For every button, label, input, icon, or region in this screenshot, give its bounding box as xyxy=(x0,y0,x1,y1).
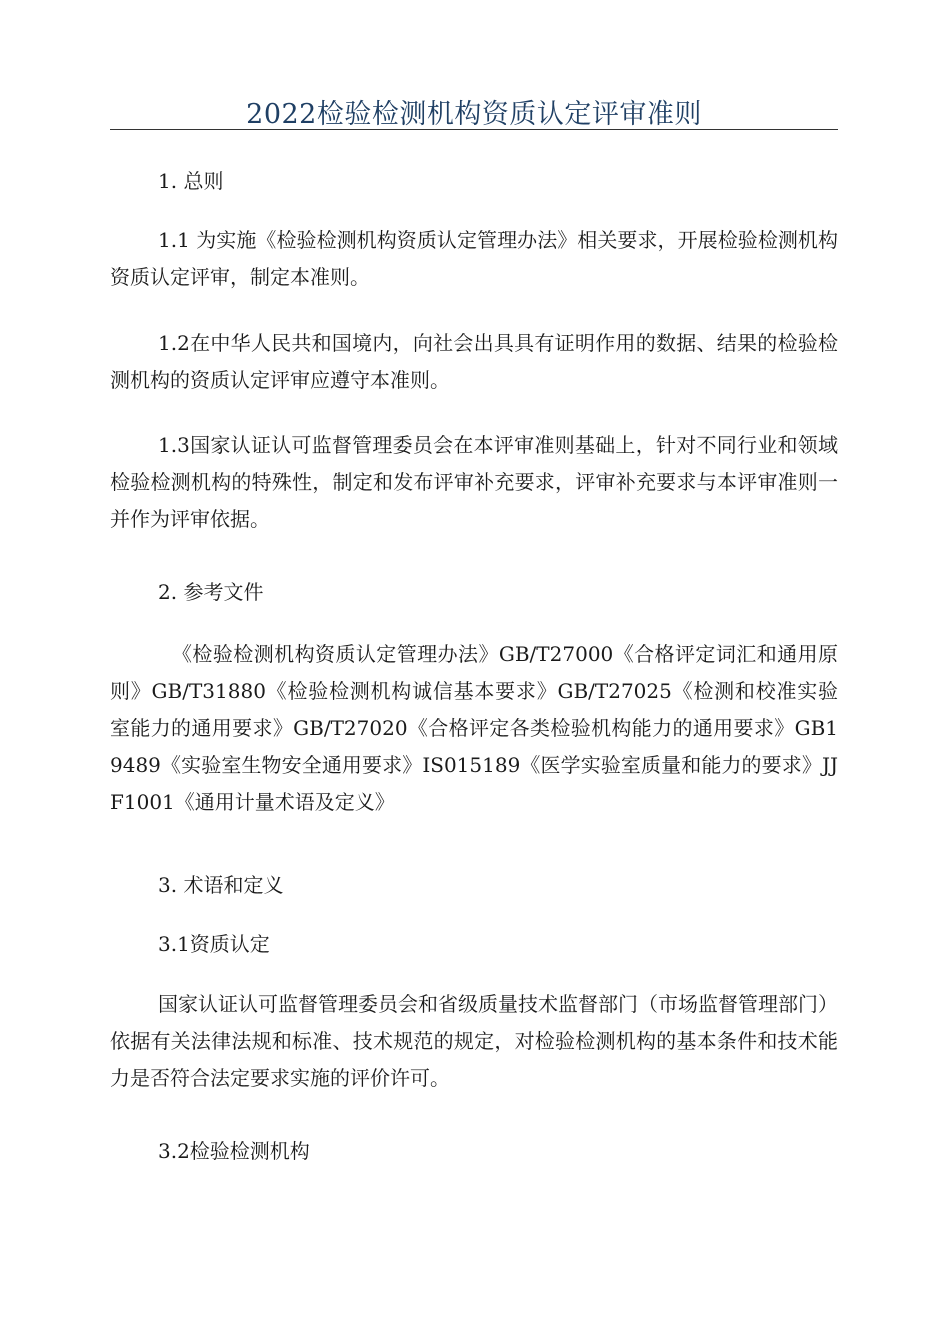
title-underline xyxy=(110,129,838,130)
subheading-3-1: 3.1资质认定 xyxy=(158,932,270,956)
subheading-3-2: 3.2检验检测机构 xyxy=(158,1139,310,1163)
paragraph-1-1: 1.1 为实施《检验检测机构资质认定管理办法》相关要求，开展检验检测机构资质认定评审，制定本准则。 xyxy=(110,228,838,289)
paragraph-1-2: 1.2在中华人民共和国境内，向社会出具具有证明作用的数据、结果的检验检测机构的资质认定评审应遵守本准则。 xyxy=(110,331,838,392)
paragraph-3-1-definition: 国家认证认可监督管理委员会和省级质量技术监督部门（市场监督管理部门）依据有关法律法规和标准、技术规范的规定，对检验检测机构的基本条件和技术能力是否符合法定要求实施的评价许可。 xyxy=(110,992,838,1090)
section-heading-terms: 3. 术语和定义 xyxy=(158,873,284,897)
section-heading-general: 1. 总则 xyxy=(158,169,224,193)
paragraph-1-3: 1.3国家认证认可监督管理委员会在本评审准则基础上，针对不同行业和领域检验检测机构的特殊性，制定和发布评审补充要求，评审补充要求与本评审准则一并作为评审依据。 xyxy=(110,433,838,531)
section-heading-references: 2. 参考文件 xyxy=(158,580,264,604)
document-title: 2022检验检测机构资质认定评审准则 xyxy=(246,99,702,130)
paragraph-references: 《检验检测机构资质认定管理办法》GB/T27000《合格评定词汇和通用原则》GB/T31880《检验检测机构诚信基本要求》GB/T27025《检测和校准实验室能力的通用要求》GB/T27020《合格评定各类检验机构能力的通用要求》GB19489《实验室生物安全通用要求》IS015189《医学实验室质量和能力的要求》JJF1001《通用计量术语及定义》 xyxy=(110,642,838,814)
